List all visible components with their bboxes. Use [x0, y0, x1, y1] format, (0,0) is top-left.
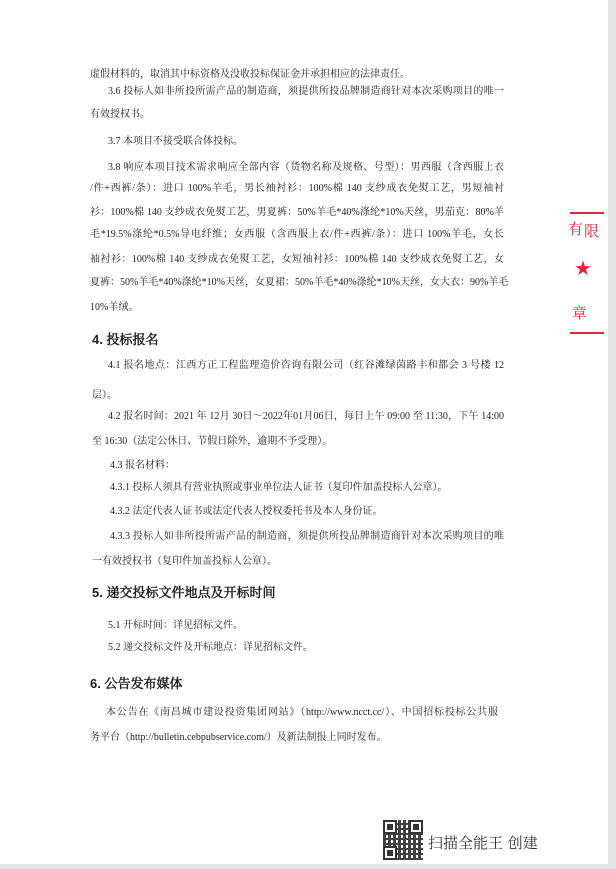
text-line: 本公告在《南昌城市建设投资集团网站》（http://www.ncct.cc/）、中国招标投标公共服 — [106, 707, 498, 718]
text-line: 10%羊绒。 — [90, 302, 139, 313]
scanner-brand-label: 扫描全能王 创建 — [428, 834, 538, 852]
company-seal-stamp: 有 限 ★ 章 — [566, 212, 606, 332]
text-line: 3.8 响应本项目技术需求响应全部内容（货物名称及规格、号型）：男西服（含西服上衣 — [108, 162, 504, 173]
text-line: 4.3.1 投标人须具有营业执照或事业单位法人证书（复印件加盖投标人公章）。 — [110, 482, 448, 493]
text-line: 3.7 本项目不接受联合体投标。 — [108, 136, 243, 147]
text-line: 4.3 报名材料： — [110, 460, 175, 471]
qr-code-icon — [383, 820, 423, 860]
text-line: 衫：100%棉 140 支纱成衣免熨工艺，男夏裤：50%羊毛*40%涤纶*10%天丝，男茄克：80%羊 — [90, 207, 504, 218]
text-line: 4.1 报名地点：江西方正工程监理造价咨询有限公司（红谷滩绿茵路丰和都会 3 号楼 12 — [108, 360, 504, 371]
section-heading: 4. 投标报名 — [92, 332, 159, 347]
section-heading: 6. 公告发布媒体 — [90, 676, 183, 691]
text-line: 4.3.2 法定代表人证书或法定代表人授权委托书及本人身份证。 — [110, 506, 383, 517]
text-line: 5.1 开标时间：详见招标文件。 — [108, 620, 243, 631]
text-line: 至 16:30（法定公休日、节假日除外，逾期不予受理）。 — [92, 436, 333, 447]
text-line: /件+西裤/条）：进口 100%羊毛，男长袖衬衫：100%棉 140 支纱成衣免熨工艺，男短袖衬 — [90, 183, 504, 194]
text-line: 4.3.3 投标人如非所投所需产品的制造商，须提供所投品牌制造商针对本次采购项目的唯 — [110, 531, 504, 542]
text-line: 毛*19.5%涤纶*0.5%导电纤维；女西服（含西服上衣/件+西裤/条）：进口 100%羊毛，女长 — [90, 229, 504, 240]
text-line: 3.6 投标人如非所投所需产品的制造商，须提供所投品牌制造商针对本次采购项目的唯一 — [108, 86, 504, 97]
section-heading: 5. 递交投标文件地点及开标时间 — [92, 585, 276, 600]
text-line: 一有效授权书（复印件加盖投标人公章）。 — [92, 556, 277, 567]
text-line: 4.2 报名时间：2021 年 12月 30日～2022年01月06日，每日上午 09:00 至 11:30，下午 14:00 — [108, 411, 504, 422]
text-line: 袖衬衫：100%棉 140 支纱成衣免熨工艺，女短袖衬衫：100%棉 140 支纱成衣免熨工艺，女 — [90, 254, 504, 265]
text-line: 层）。 — [92, 390, 117, 401]
text-line: 有效授权书。 — [90, 109, 150, 120]
text-line: 夏裤：50%羊毛*40%涤纶*10%天丝，女夏裙：50%羊毛*40%涤纶*10%天丝，女大衣：90%羊毛 — [90, 277, 509, 288]
text-line: 虚假材料的，取消其中标资格及没收投标保证金并承担相应的法律责任。 — [90, 69, 410, 80]
text-line: 5.2 递交投标文件及开标地点：详见招标文件。 — [108, 642, 313, 653]
text-line: 务平台（http://bulletin.cebpubservice.com/）及新法制报上同时发布。 — [90, 732, 387, 743]
